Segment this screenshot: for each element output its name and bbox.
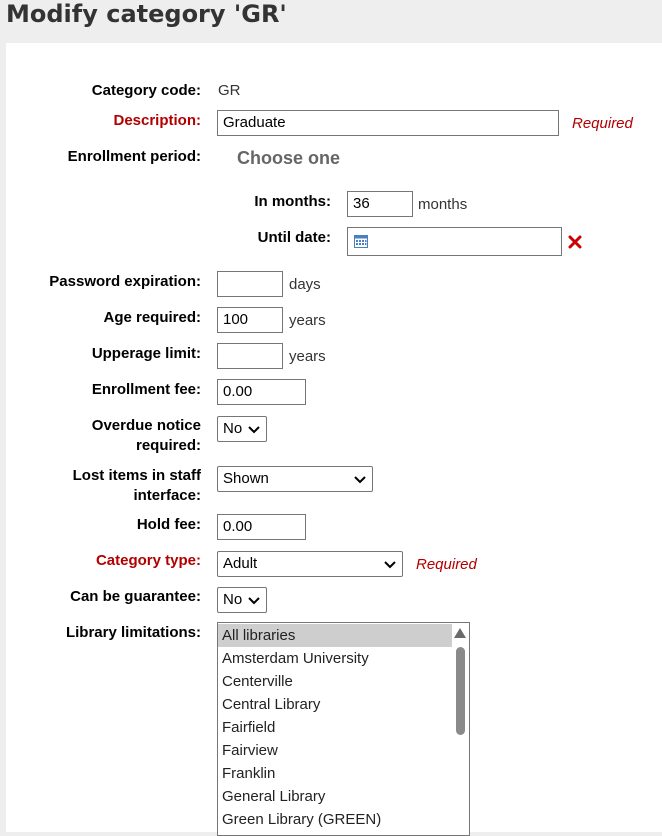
scroll-thumb[interactable]	[456, 647, 465, 735]
lost-items-label-line1: Lost items in staff	[72, 467, 201, 484]
enrollment-fee-label: Enrollment fee:	[91, 381, 201, 398]
lost-items-label-line2: interface:	[133, 487, 201, 504]
age-years-unit: years	[289, 312, 326, 329]
category-code-value: GR	[218, 82, 241, 99]
library-limitations-label: Library limitations:	[65, 624, 201, 641]
days-unit: days	[289, 276, 321, 293]
can-be-guarantee-value: No	[223, 591, 243, 608]
overdue-notice-label-line2: required:	[135, 437, 201, 454]
months-unit: months	[418, 196, 468, 213]
library-option[interactable]: Franklin	[222, 765, 276, 782]
upperage-limit-input[interactable]	[217, 343, 283, 369]
category-type-label: Category type:	[95, 552, 201, 569]
enrollment-period-choose: Choose one	[237, 148, 341, 168]
library-options	[218, 623, 452, 831]
password-expiration-label: Password expiration:	[49, 273, 201, 290]
description-required: Required	[572, 115, 633, 132]
overdue-notice-select[interactable]	[217, 416, 267, 442]
listbox-scrollbar[interactable]	[452, 623, 469, 835]
library-option[interactable]: General Library	[222, 788, 326, 805]
enrollment-period-label: Enrollment period:	[67, 148, 201, 165]
upperage-years-unit: years	[289, 348, 326, 365]
hold-fee-label: Hold fee:	[136, 516, 201, 533]
lost-items-select[interactable]	[217, 466, 373, 492]
until-date-label: Until date:	[257, 229, 331, 246]
can-be-guarantee-label: Can be guarantee:	[70, 588, 201, 605]
hold-fee-input[interactable]: 0.00	[217, 514, 306, 540]
upperage-limit-label: Upperage limit:	[91, 345, 201, 362]
clear-date-icon[interactable]	[568, 235, 582, 249]
category-type-required: Required	[416, 556, 477, 573]
age-required-label: Age required:	[103, 309, 201, 326]
until-date-input[interactable]	[347, 227, 562, 256]
category-type-select[interactable]	[217, 551, 403, 577]
library-option[interactable]: Centerville	[222, 673, 293, 690]
library-option[interactable]: Amsterdam University	[222, 650, 369, 667]
category-type-value: Adult	[223, 555, 258, 572]
in-months-input[interactable]: 36	[347, 191, 413, 217]
scroll-up-arrow-icon[interactable]	[454, 628, 466, 638]
calendar-icon[interactable]	[354, 235, 368, 248]
library-limitations-listbox[interactable]	[217, 622, 470, 836]
chevron-down-icon	[354, 474, 366, 484]
enrollment-fee-input[interactable]: 0.00	[217, 379, 306, 405]
lost-items-value: Shown	[223, 470, 269, 487]
can-be-guarantee-select[interactable]	[217, 587, 267, 613]
page-title: Modify category 'GR'	[6, 0, 287, 28]
description-label: Description:	[113, 112, 201, 129]
library-option[interactable]: All libraries	[218, 624, 452, 647]
library-option[interactable]: Fairfield	[222, 719, 276, 736]
library-option[interactable]: Central Library	[222, 696, 321, 713]
library-option[interactable]: Green Library (GREEN)	[222, 811, 382, 828]
overdue-notice-label-line1: Overdue notice	[91, 417, 201, 434]
in-months-label: In months:	[254, 193, 331, 210]
chevron-down-icon	[384, 559, 396, 569]
category-code-label: Category code:	[91, 82, 201, 99]
overdue-notice-value: No	[223, 420, 243, 437]
chevron-down-icon	[248, 424, 260, 434]
description-input[interactable]: Graduate	[217, 110, 559, 136]
password-expiration-input[interactable]	[217, 271, 283, 297]
library-option[interactable]: Fairview	[222, 742, 278, 759]
chevron-down-icon	[248, 595, 260, 605]
age-required-input[interactable]: 100	[217, 307, 283, 333]
